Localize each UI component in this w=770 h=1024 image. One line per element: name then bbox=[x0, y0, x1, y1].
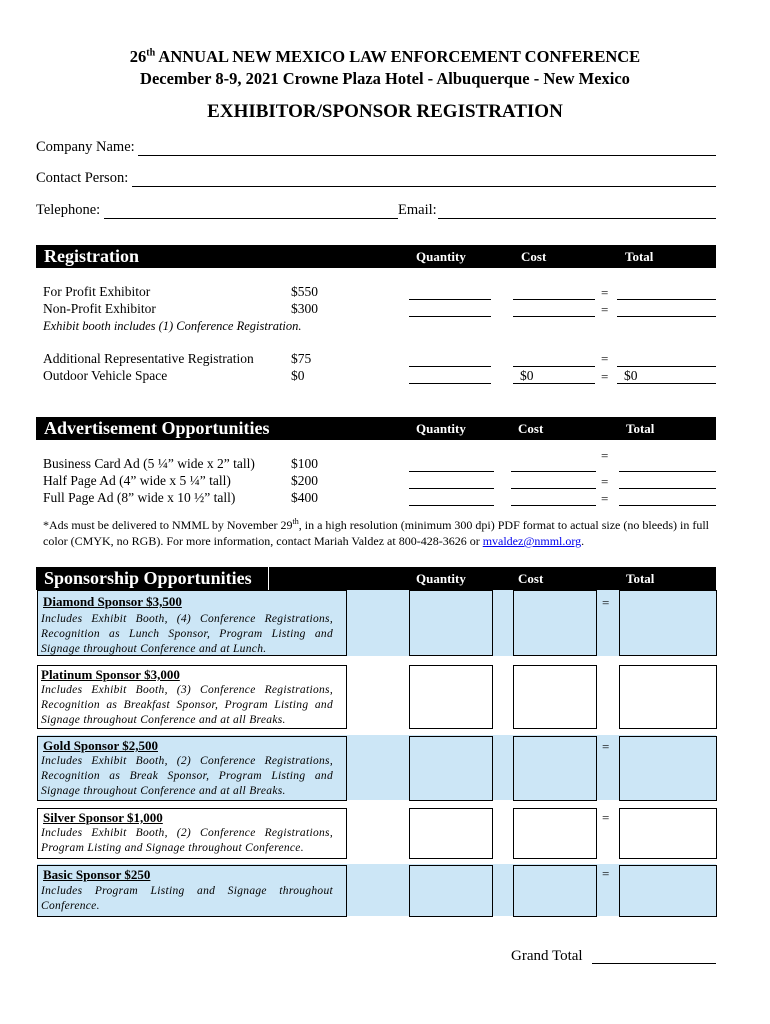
equals-sign: = bbox=[601, 302, 609, 317]
telephone-label: Telephone: bbox=[36, 202, 101, 218]
equals-sign: = bbox=[601, 285, 609, 300]
item-price: $300 bbox=[291, 301, 318, 316]
total-header: Total bbox=[625, 249, 654, 264]
cost-box[interactable] bbox=[513, 865, 597, 917]
cost-field[interactable] bbox=[511, 505, 596, 506]
contact-email-link[interactable]: mvaldez@nmml.org bbox=[482, 534, 582, 548]
quantity-box[interactable] bbox=[409, 665, 493, 729]
quantity-field[interactable] bbox=[409, 299, 491, 300]
total-box[interactable] bbox=[619, 865, 717, 917]
sponsor-name: Gold Sponsor $2,500 bbox=[43, 738, 158, 753]
quantity-field[interactable] bbox=[409, 488, 494, 489]
quantity-box[interactable] bbox=[409, 865, 493, 917]
registration-header-bar bbox=[36, 245, 716, 268]
item-price: $100 bbox=[291, 456, 318, 471]
sponsor-name: Platinum Sponsor $3,000 bbox=[41, 667, 180, 682]
cost-box[interactable] bbox=[513, 590, 597, 656]
item-label: Additional Representative Registration bbox=[43, 351, 254, 366]
cost-field[interactable] bbox=[511, 471, 596, 472]
quantity-field[interactable] bbox=[409, 366, 491, 367]
exhibit-booth-note: Exhibit booth includes (1) Conference Registration. bbox=[43, 319, 302, 333]
item-label: Business Card Ad (5 ¼” wide x 2” tall) bbox=[43, 456, 255, 471]
item-label: Outdoor Vehicle Space bbox=[43, 368, 168, 383]
item-label: Non-Profit Exhibitor bbox=[43, 301, 156, 316]
cost-value: $0 bbox=[520, 368, 534, 383]
quantity-field[interactable] bbox=[409, 471, 494, 472]
equals-sign: = bbox=[602, 810, 610, 825]
total-value: $0 bbox=[624, 368, 638, 383]
cost-box[interactable] bbox=[513, 808, 597, 859]
advertisement-title: Advertisement Opportunities bbox=[44, 418, 270, 438]
equals-sign: = bbox=[602, 595, 610, 610]
cost-box[interactable] bbox=[513, 736, 597, 801]
contact-person-field[interactable] bbox=[132, 186, 716, 187]
cost-box[interactable] bbox=[513, 665, 597, 729]
sponsorship-title: Sponsorship Opportunities bbox=[44, 568, 252, 588]
quantity-box[interactable] bbox=[409, 590, 493, 656]
item-label: Half Page Ad (4” wide x 5 ¼” tall) bbox=[43, 473, 231, 488]
registration-title: Registration bbox=[44, 246, 139, 266]
sponsor-description: Includes Exhibit Booth, (4) Conference Registrations, Recognition as Lunch Sponsor, Program Listing and Signage throughout Conference and at Lunch. bbox=[41, 613, 333, 655]
sponsor-name: Silver Sponsor $1,000 bbox=[43, 810, 163, 825]
cost-header: Cost bbox=[521, 249, 547, 264]
grand-total-label: Grand Total bbox=[511, 948, 583, 964]
equals-sign: = bbox=[601, 351, 609, 366]
email-field[interactable] bbox=[438, 218, 716, 219]
sponsor-description: Includes Exhibit Booth, (2) Conference Registrations, Recognition as Break Sponsor, Program Listing and Signage throughout Conference and at all Breaks. bbox=[41, 755, 333, 797]
quantity-header: Quantity bbox=[416, 421, 466, 436]
total-header: Total bbox=[626, 421, 655, 436]
equals-sign: = bbox=[601, 474, 609, 489]
quantity-header: Quantity bbox=[416, 249, 466, 264]
cost-header: Cost bbox=[518, 421, 544, 436]
equals-sign: = bbox=[602, 866, 610, 881]
cost-field[interactable] bbox=[513, 383, 595, 384]
item-label: For Profit Exhibitor bbox=[43, 284, 151, 299]
total-header: Total bbox=[626, 571, 655, 586]
item-price: $0 bbox=[291, 368, 305, 383]
total-field[interactable] bbox=[619, 488, 716, 489]
form-title: EXHIBITOR/SPONSOR REGISTRATION bbox=[207, 101, 563, 122]
total-field[interactable] bbox=[617, 316, 716, 317]
ad-delivery-note: *Ads must be delivered to NMML by November 29th, in a high resolution (minimum 300 dpi) PDF format to actual size (no bleeds) in full color (CMYK, no RGB). For more information, contact Mariah Valdez at 800-428-3626 or mvaldez@nmml.org. bbox=[43, 517, 710, 548]
sponsor-description: Includes Exhibit Booth, (2) Conference Registrations, Program Listing and Signage throughout Conference. bbox=[41, 827, 333, 854]
item-price: $550 bbox=[291, 284, 318, 299]
total-field[interactable] bbox=[617, 299, 716, 300]
quantity-box[interactable] bbox=[409, 808, 493, 859]
total-box[interactable] bbox=[619, 736, 717, 801]
conference-title: 26th ANNUAL NEW MEXICO LAW ENFORCEMENT CONFERENCE bbox=[129, 47, 641, 66]
grand-total-field[interactable] bbox=[592, 963, 716, 964]
sponsor-description: Includes Program Listing and Signage throughout Conference. bbox=[41, 885, 333, 912]
equals-sign: = bbox=[601, 369, 609, 384]
equals-sign: = bbox=[601, 491, 609, 506]
sponsor-name: Diamond Sponsor $3,500 bbox=[43, 594, 182, 609]
equals-sign: = bbox=[602, 739, 610, 754]
equals-sign: = bbox=[601, 448, 609, 463]
conference-dates-venue: December 8-9, 2021 Crowne Plaza Hotel - Albuquerque - New Mexico bbox=[140, 69, 630, 88]
cost-field[interactable] bbox=[511, 488, 596, 489]
quantity-header: Quantity bbox=[416, 571, 466, 586]
sponsorship-header-bar bbox=[36, 567, 716, 590]
total-field[interactable] bbox=[617, 383, 716, 384]
cost-field[interactable] bbox=[513, 299, 595, 300]
sponsor-name: Basic Sponsor $250 bbox=[43, 867, 151, 882]
quantity-field[interactable] bbox=[409, 316, 491, 317]
total-field[interactable] bbox=[619, 505, 716, 506]
total-box[interactable] bbox=[619, 590, 717, 656]
quantity-field[interactable] bbox=[409, 505, 494, 506]
telephone-field[interactable] bbox=[104, 218, 398, 219]
quantity-field[interactable] bbox=[409, 383, 491, 384]
quantity-box[interactable] bbox=[409, 736, 493, 801]
email-label: Email: bbox=[398, 202, 437, 218]
item-price: $75 bbox=[291, 351, 312, 366]
cost-header: Cost bbox=[518, 571, 544, 586]
item-price: $400 bbox=[291, 490, 318, 505]
cost-field[interactable] bbox=[513, 316, 595, 317]
cost-field[interactable] bbox=[513, 366, 595, 367]
sponsor-description: Includes Exhibit Booth, (3) Conference Registrations, Recognition as Breakfast Sponsor, Program Listing and Signage throughout Conference and at all Breaks. bbox=[41, 684, 333, 726]
advertisement-header-bar bbox=[36, 417, 716, 440]
total-box[interactable] bbox=[619, 808, 717, 859]
total-box[interactable] bbox=[619, 665, 717, 729]
company-name-label: Company Name: bbox=[36, 139, 135, 155]
contact-person-label: Contact Person: bbox=[36, 170, 129, 186]
item-label: Full Page Ad (8” wide x 10 ½” tall) bbox=[43, 490, 236, 505]
company-name-field[interactable] bbox=[138, 155, 716, 156]
item-price: $200 bbox=[291, 473, 318, 488]
total-field[interactable] bbox=[619, 471, 716, 472]
total-field[interactable] bbox=[617, 366, 716, 367]
